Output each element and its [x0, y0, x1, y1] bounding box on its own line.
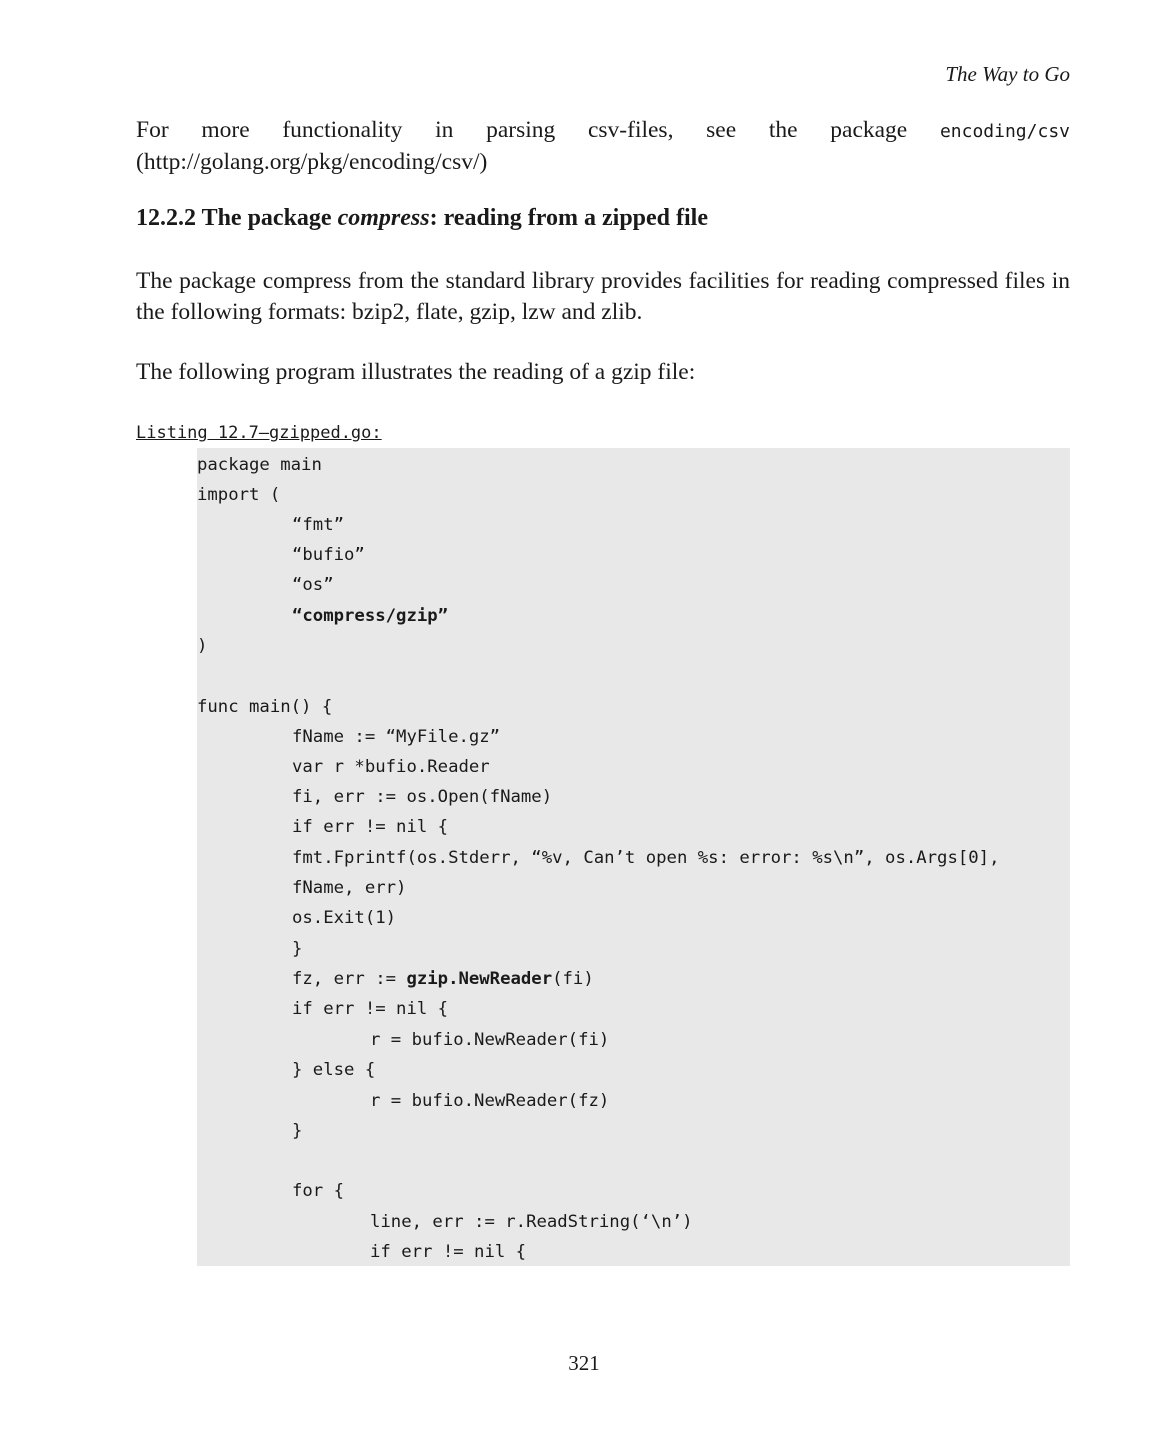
listing-label: Listing 12.7—gzipped.go:: [136, 423, 382, 443]
intro-text-before: For more functionality in parsing csv-files, see the package: [136, 117, 940, 143]
code-line: func main() {: [197, 697, 333, 717]
code-line: “bufio”: [292, 545, 365, 565]
code-line: if err != nil {: [292, 817, 449, 837]
section-heading: [136, 205, 708, 232]
code-line: r = bufio.NewReader(fi): [370, 1030, 610, 1050]
running-head: The Way to Go: [945, 62, 1070, 86]
heading-emphasis: compress: [337, 205, 430, 231]
intro-paragraph: [136, 115, 1070, 178]
code-line: fName, err): [292, 878, 407, 898]
code-line: fName := “MyFile.gz”: [292, 727, 501, 747]
code-line: ): [197, 636, 208, 656]
code-line: [292, 964, 594, 994]
code-line: import (: [197, 485, 281, 505]
code-line: r = bufio.NewReader(fz): [370, 1091, 610, 1111]
code-line: “os”: [292, 575, 334, 595]
code-line: var r *bufio.Reader: [292, 757, 490, 777]
code-line: if err != nil {: [292, 999, 449, 1019]
program-intro-paragraph: The following program illustrates the reading of a gzip file:: [136, 359, 696, 385]
code-line: “fmt”: [292, 515, 345, 535]
code-line: fmt.Fprintf(os.Stderr, “%v, Can’t open %s: error: %s\n”, os.Args[0],: [292, 848, 1000, 868]
heading-rest: : reading from a zipped file: [429, 205, 709, 231]
code-line: fi, err := os.Open(fName): [292, 787, 553, 807]
intro-inline-code: encoding/csv: [939, 121, 1070, 142]
code-line: os.Exit(1): [292, 908, 397, 928]
code-line: line, err := r.ReadString(‘\n’): [370, 1212, 693, 1232]
code-span: fz, err :=: [292, 969, 407, 989]
intro-text-after: (http://golang.org/pkg/encoding/csv/): [136, 149, 488, 175]
code-line: package main: [197, 455, 322, 475]
code-line: }: [292, 1121, 303, 1141]
code-line: } else {: [292, 1060, 376, 1080]
code-span-bold: gzip.NewReader: [406, 969, 553, 989]
compress-paragraph: The package compress from the standard library provides facilities for reading compressed files in the following formats: bzip2, flate, gzip, lzw and zlib.: [136, 268, 1070, 325]
code-span: (fi): [552, 969, 594, 989]
code-line: “compress/gzip”: [292, 606, 449, 626]
page-number: 321: [568, 1351, 600, 1375]
code-line: if err != nil {: [370, 1242, 527, 1262]
code-line: for {: [292, 1181, 345, 1201]
code-line: }: [292, 939, 303, 959]
heading-number: 12.2.2 The package: [136, 205, 338, 231]
